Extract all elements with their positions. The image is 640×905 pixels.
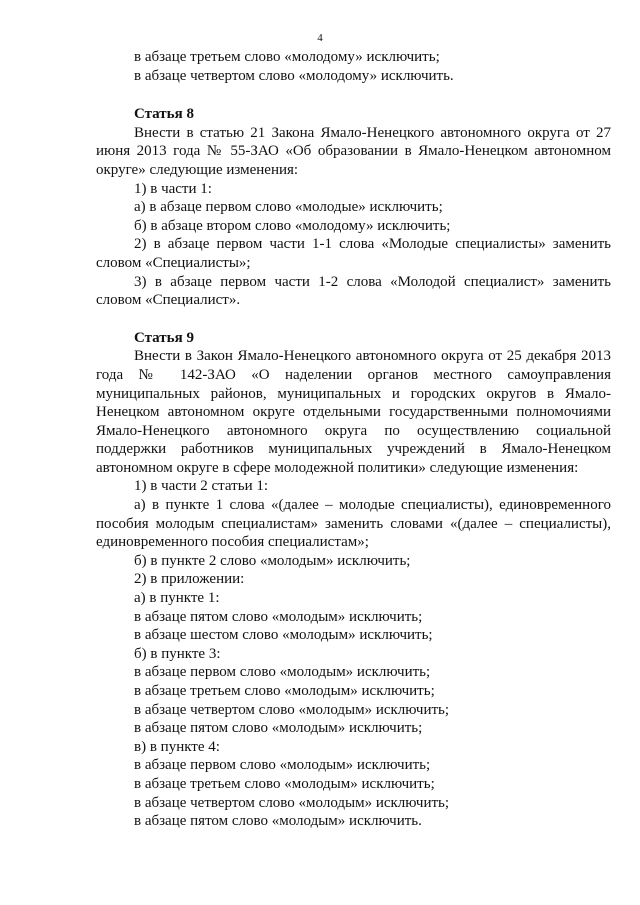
article-8-title: Статья 8 — [134, 106, 194, 123]
article-9-paragraph: в абзаце третьем слово «молодым» исключить; — [134, 683, 435, 699]
article-9-paragraph: б) в пункте 2 слово «молодым» исключить; — [134, 552, 411, 569]
article-9-paragraph: 2) в приложении: — [134, 571, 245, 588]
article-8-paragraph: Внести в статью 21 Закона Ямало-Ненецкого автономного округа от 27 июня 2013 года № 55-ЗАО «Об образовании в Ямало-Ненецком автономном округе» следующие изменения: — [96, 124, 611, 178]
section-spacer — [96, 85, 611, 105]
article-9-paragraph: в абзаце пятом слово «молодым» исключить. — [134, 813, 422, 830]
intro-paragraph: в абзаце третьем слово «молодому» исключить; — [134, 49, 440, 65]
article-8-paragraph: а) в абзаце первом слово «молодые» исключить; — [134, 199, 443, 216]
article-9-paragraph: в абзаце третьем слово «молодым» исключить; — [134, 775, 435, 792]
article-9-paragraph: а) в пункте 1: — [134, 590, 220, 607]
intro-paragraph: в абзаце четвертом слово «молодому» исключить. — [134, 67, 454, 84]
article-9-paragraph: в абзаце пятом слово «молодым» исключить; — [134, 608, 423, 625]
article-9-paragraph: в абзаце первом слово «молодым» исключить; — [134, 757, 431, 774]
article-9-paragraph: в абзаце пятом слово «молодым» исключить; — [134, 720, 423, 737]
document-body — [96, 48, 611, 831]
article-8-paragraph: 3) в абзаце первом части 1-2 слова «Молодой специалист» заменить словом «Специалист». — [96, 273, 611, 309]
article-9-paragraph: в абзаце шестом слово «молодым» исключить; — [134, 627, 433, 644]
article-8-paragraph: 2) в абзаце первом части 1-1 слова «Молодые специалисты» заменить словом «Специалисты»; — [96, 236, 611, 271]
article-8 — [96, 105, 611, 310]
article-9-title: Статья 9 — [134, 329, 194, 346]
article-8-paragraph: б) в абзаце втором слово «молодому» исключить; — [134, 217, 451, 234]
article-8-paragraph: 1) в части 1: — [134, 180, 212, 197]
article-9-paragraph: в абзаце четвертом слово «молодым» исключить; — [134, 794, 450, 811]
article-9-paragraph: а) в пункте 1 слова «(далее – молодые специалисты), единовременного пособия молодым специалистам» заменить словами «(далее – специалисты), единовременного пособия специалистам»; — [96, 497, 611, 551]
article-9-paragraph: в абзаце первом слово «молодым» исключить; — [134, 664, 431, 681]
section-spacer — [96, 310, 611, 329]
article-9-paragraph: Внести в Закон Ямало-Ненецкого автономного округа от 25 декабря 2013 года № 142-ЗАО «О наделении органов местного самоуправления муниципальных районов, муниципальных и городских округов в Ямало-Ненецком автономном округе отдельными государственными полномочиями Ямало-Ненецкого автономного округа по осуществлению социальной поддержки работников муниципальных учреждений в Ямало-Ненецком автономном округе в сфере молодежной политики» следующие изменения: — [96, 348, 611, 476]
article-9 — [96, 329, 611, 831]
article-9-paragraph: 1) в части 2 статьи 1: — [134, 478, 269, 495]
article-9-paragraph: в) в пункте 4: — [134, 738, 220, 755]
article-9-paragraph: в абзаце четвертом слово «молодым» исключить; — [134, 701, 450, 718]
article-9-paragraph: б) в пункте 3: — [134, 645, 221, 662]
page-number: 4 — [317, 32, 323, 44]
